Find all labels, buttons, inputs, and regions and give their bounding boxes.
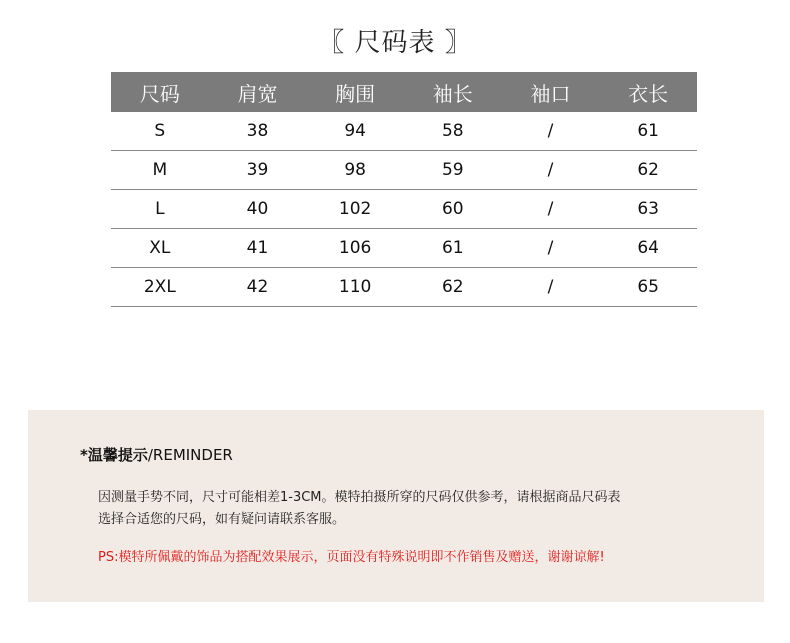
table-row [111,190,697,229]
header-size: 尺码 [111,72,209,112]
cell-size: 2XL [111,268,209,307]
size-chart-table [111,72,697,307]
cell-shoulder: 38 [209,112,307,151]
cell-length: 65 [599,268,697,307]
cell-sleeve-length: 61 [404,229,502,268]
reminder-panel [28,410,764,602]
cell-chest: 106 [306,229,404,268]
table-row [111,268,697,307]
table-header-row [111,72,697,112]
table-row [111,112,697,151]
cell-size: M [111,151,209,190]
header-sleeve-length: 袖长 [404,72,502,112]
cell-chest: 98 [306,151,404,190]
header-length: 衣长 [599,72,697,112]
reminder-text-line: 选择合适您的尺码，如有疑问请联系客服。 [98,512,346,527]
cell-length: 64 [599,229,697,268]
reminder-heading-suffix: /REMINDER [147,446,233,464]
reminder-ps-note: PS:模特所佩戴的饰品为搭配效果展示，页面没有特殊说明即不作销售及赠送，谢谢谅解! [98,550,605,565]
cell-cuff: / [502,151,600,190]
cell-sleeve-length: 62 [404,268,502,307]
cell-shoulder: 41 [209,229,307,268]
cell-cuff: / [502,112,600,151]
cell-length: 63 [599,190,697,229]
reminder-heading-label: *温馨提示 [80,446,148,464]
cell-length: 61 [599,112,697,151]
header-cuff: 袖口 [502,72,600,112]
cell-shoulder: 40 [209,190,307,229]
cell-sleeve-length: 58 [404,112,502,151]
cell-cuff: / [502,268,600,307]
cell-chest: 94 [306,112,404,151]
cell-cuff: / [502,229,600,268]
page-title: 〖 尺码表 〗 [318,28,472,58]
table-row [111,229,697,268]
header-shoulder: 肩宽 [209,72,307,112]
cell-size: XL [111,229,209,268]
cell-size: S [111,112,209,151]
cell-chest: 110 [306,268,404,307]
cell-size: L [111,190,209,229]
reminder-heading [80,444,233,465]
cell-chest: 102 [306,190,404,229]
cell-sleeve-length: 60 [404,190,502,229]
reminder-text-line: 因测量手势不同，尺寸可能相差1-3CM。模特拍摄所穿的尺码仅供参考，请根据商品尺码表 [98,490,621,505]
cell-length: 62 [599,151,697,190]
cell-sleeve-length: 59 [404,151,502,190]
cell-shoulder: 39 [209,151,307,190]
cell-shoulder: 42 [209,268,307,307]
header-chest: 胸围 [306,72,404,112]
cell-cuff: / [502,190,600,229]
table-row [111,151,697,190]
